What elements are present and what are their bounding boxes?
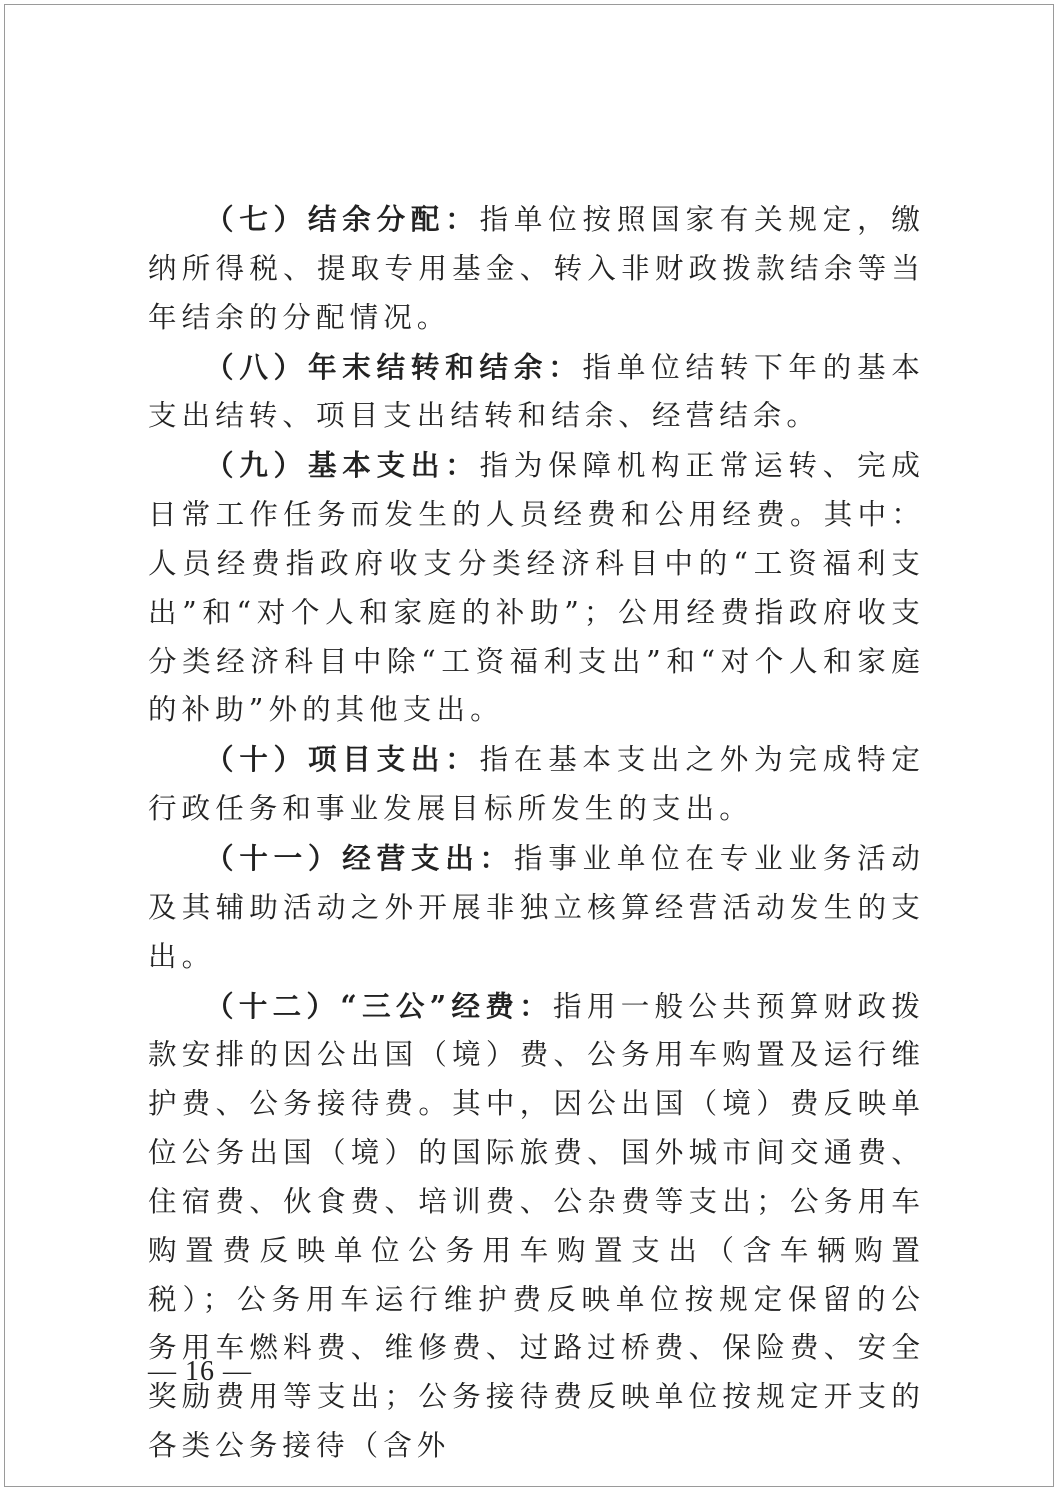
term-label: （十一）经营支出： xyxy=(205,840,514,875)
paragraph-surplus-distribution xyxy=(148,195,925,343)
paragraph-basic-expenditure xyxy=(148,441,925,735)
document-body xyxy=(148,195,925,1471)
paragraph-year-end-carryover xyxy=(148,343,925,442)
term-label: （八）年末结转和结余： xyxy=(205,349,583,384)
term-label: （七）结余分配： xyxy=(205,202,480,236)
paragraph-project-expenditure xyxy=(148,735,925,834)
definition-text: 指事业单位在专业业务活动及其辅助活动之外开展非独立核算经营活动发生的支出。 xyxy=(148,841,926,973)
definition-text: 指在基本支出之外为完成特定行政任务和事业发展目标所发生的支出。 xyxy=(148,743,925,826)
page-number: — 16 — xyxy=(148,1356,252,1387)
term-label: （十）项目支出： xyxy=(205,742,480,777)
paragraph-operating-expenditure xyxy=(148,834,925,982)
term-label: （九）基本支出： xyxy=(205,448,480,483)
term-label: （十二）“三公”经费： xyxy=(205,988,554,1023)
paragraph-three-public-expenses xyxy=(148,982,925,1471)
definition-text: 指用一般公共预算财政拨款安排的因公出国（境）费、公务用车购置及运行维护费、公务接待费。其中，因公出国（境）费反映单位公务出国（境）的国际旅费、国外城市间交通费、住宿费、伙食费、培训费、公杂费等支出；公务用车购置费反映单位公务用车购置支出（含车辆购置税）；公务用车运行维护费反映单位按规定保留的公务用车燃料费、维修费、过路过桥费、保险费、安全奖励费用等支出；公务接待费反映单位按规定开支的各类公务接待（含外 xyxy=(148,989,925,1463)
definition-text: 指单位结转下年的基本支出结转、项目支出结转和结余、经营结余。 xyxy=(148,350,925,433)
definition-text: 指为保障机构正常运转、完成日常工作任务而发生的人员经费和公用经费。其中：人员经费指政府收支分类经济科目中的“工资福利支出”和“对个人和家庭的补助”；公用经费指政府收支分类经济科目中除“工资福利支出”和“对个人和家庭的补助”外的其他支出。 xyxy=(148,449,925,727)
definition-text: 指单位按照国家有关规定，缴纳所得税、提取专用基金、转入非财政拨款结余等当年结余的分配情况。 xyxy=(148,203,925,334)
